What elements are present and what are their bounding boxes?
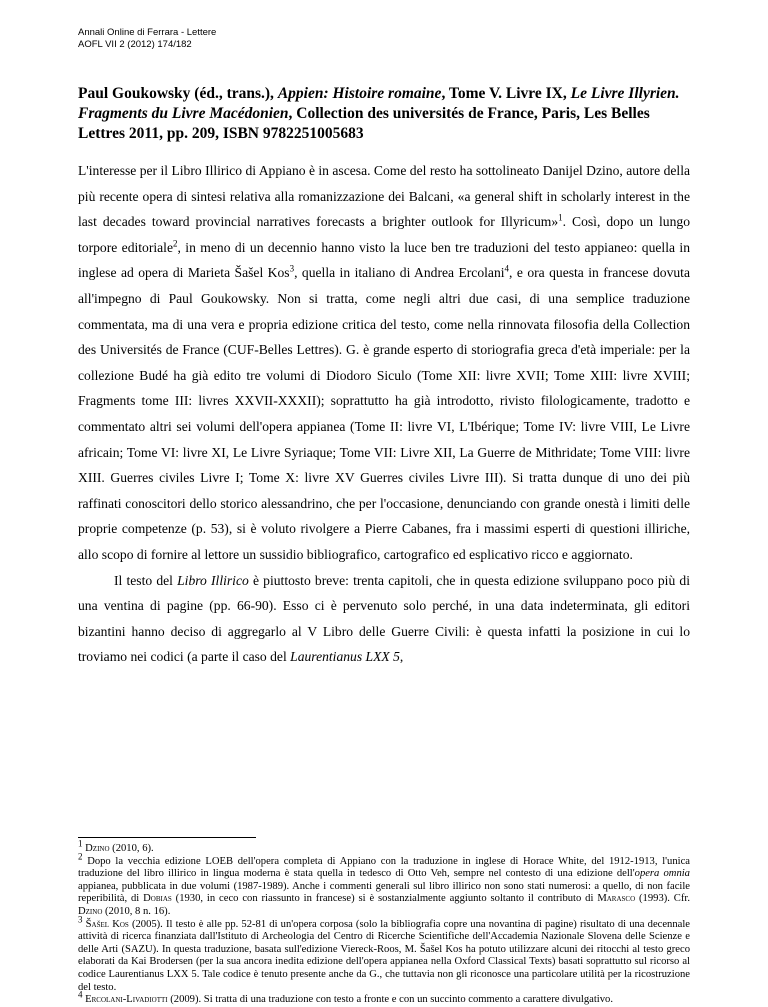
text-italic: Libro Illirico <box>177 572 249 588</box>
footnote-3 <box>78 914 690 995</box>
journal-name: Annali Online di Ferrara - Lettere <box>78 27 217 38</box>
running-header <box>78 27 216 51</box>
text-italic: Laurentianus LXX 5 <box>290 649 400 665</box>
text-run: L'interesse per il Libro Illirico di Appiano è in ascesa. Come del resto ha sottolineato Danijel Dzino, autore della più recente opera di sintesi relativa alla romanizzazione dei Balcani, «a general shift in scholarly interest in the last decades toward provincial narratives forecasts a brighter outlook for Illyricum» <box>78 163 690 230</box>
footnote-ref[interactable]: 3 <box>289 263 295 274</box>
text-run: (1993). Cfr. <box>635 893 690 905</box>
footnote-1 <box>78 838 690 856</box>
paragraph-2 <box>78 568 690 670</box>
review-title <box>78 84 690 144</box>
paragraph-1 <box>78 158 690 568</box>
footnote-ref[interactable]: 1 <box>558 212 563 223</box>
text-run: appianea, pubblicata in due volumi (1987-1989). Anche i commenti generali sul libro illirico non sono stati numerosi: a quello, di non facile reperibilità, di <box>78 880 690 905</box>
text-run: (2010, 8 n. 16). <box>102 905 171 917</box>
footnote-2 <box>78 851 690 919</box>
author-smallcaps: Šašel Kos <box>85 918 129 930</box>
author-smallcaps: Marasco <box>597 893 636 905</box>
footnote-number: 4 <box>78 989 83 1000</box>
title-part: Paul Goukowsky (éd., trans.), <box>78 85 278 102</box>
footnote-4 <box>78 989 690 1007</box>
footnote-ref[interactable]: 2 <box>173 238 178 249</box>
title-italic: Appien: Histoire romaine <box>277 85 442 102</box>
text-run: , e ora questa in francese dovuta all'impegno di Paul Goukowsky. Non si tratta, come negli altri due casi, di una semplice traduzione commentata, ma di una vera e propria edizione critica del testo, come nella rinnovata filosofia della Collection des Universités de France (CUF-Belles Lettres). G. è grande esperto di storiografia greca d'età imperiale: per la collezione Budé ha già edito tre volumi di Diodoro Siculo (Tome XII: livre XVII; Tome XIII: livre XVIII; Fragments tome III: livres XXVII-XXXII); soprattutto ha già introdotto, rivisto filologicamente, tradotto e commentato altri sei volumi dell'opera appianea (Tome II: livre VI, L'Ibérique; Tome IV: livre VIII, Le Livre africain; Tome VI: livre XI, Le Livre Syriaque; Tome VII: Livre XII, La Guerre de Mithridate; Tome VIII: livre XIII. Guerres civiles Livre I; Tome X: livre XV Guerres civiles Livre III). Si tratta dunque di uno dei più raffinati conoscitori dello storico alessandrino, che per l'occasione, denunciando con grande onestà i limiti delle proprie competenze (p. 53), si è voluto rivolgere a Pierre Cabanes, fra i massimi esperti di questioni illiriche, allo scopo di fornire al lettore un sussidio bibliografico, cartografico ed esplicativo ricco e aggiornato. <box>78 265 690 562</box>
author-smallcaps: Dzino <box>85 843 110 854</box>
text-run: , <box>399 649 404 665</box>
author-smallcaps: Dzino <box>78 905 103 917</box>
review-body <box>78 158 690 670</box>
author-smallcaps: Dobias <box>143 893 172 905</box>
text-italic: opera omnia <box>634 868 690 880</box>
text-run: . Così, dopo un lungo torpore editoriale <box>78 214 690 255</box>
footnote-number: 3 <box>78 914 83 925</box>
author-smallcaps: Ercolani-Livadiotti <box>85 994 168 1006</box>
text-run: (2005). Il testo è alle pp. 52-81 di un'opera corposa (solo la bibliografia copre una novantina di pagine) risultato di una decennale attività di ricerca finanziata dall'Istituto di Archeologia del Centro di Ricerche Scientifiche dell'Accademia Nazionale Slovena delle Scienze e delle Arti (SAZU). In questa traduzione, basata sull'edizione Viereck-Roos, M. Šašel Kos ha potuto utilizzare alcuni dei ritocchi al testo greco elaborati da Kai Brodersen (per la sua ancora inedita edizione dell'opera appianea nella Oxford Classical Texts) basati soprattutto sul ricorso al codice Laurentianus LXX 5. Tale codice è tenuto presente anche da G., che tuttavia non gli riconosce una particolare utilità per la ricostruzione del testo. <box>78 918 690 993</box>
text-run: , in meno di un decennio hanno visto la luce ben tre traduzioni del testo appianeo: quella in inglese ad opera di Marieta Šašel Kos <box>78 239 690 281</box>
title-part: , Collection des universités de France, Paris, Les Belles Lettres 2011, pp. 209, ISBN 9782251005683 <box>78 105 650 142</box>
text-run: è piuttosto breve: trenta capitoli, che in questa edizione sviluppano poco più di una ventina di pagine (pp. 66-90). Esso ci è pervenuto solo perché, in una data indeterminata, gli editori bizantini hanno deciso di aggregarlo al V Libro delle Guerre Civili: è questa infatti la posizione in cui lo troviamo nei codici (a parte il caso del <box>78 572 691 665</box>
text-run: (2009). Si tratta di una traduzione con testo a fronte e con un succinto commento a carattere divulgativo. <box>167 994 613 1006</box>
text-run: (1930, in ceco con riassunto in francese) si è sostanzialmente aggiunto soltanto il contributo di <box>171 893 598 905</box>
text-run: (2010, 6). <box>109 843 154 854</box>
text-run: Il testo del <box>114 572 178 588</box>
footnote-separator <box>78 837 256 838</box>
title-part: , Tome V. Livre IX, <box>441 85 571 102</box>
footnote-number: 1 <box>78 838 83 849</box>
title-italic: Le Livre Illyrien. Fragments du Livre Macédonien <box>78 85 680 122</box>
text-run: , quella in italiano di Andrea Ercolani <box>294 265 505 281</box>
footnote-ref[interactable]: 4 <box>504 263 510 274</box>
journal-issue: AOFL VII 2 (2012) 174/182 <box>78 39 192 50</box>
footnote-number: 2 <box>78 851 83 862</box>
footnotes <box>78 838 690 1007</box>
text-run: Dopo la vecchia edizione LOEB dell'opera completa di Appiano con la traduzione in inglese di Horace White, del 1912-1913, l'unica traduzione del libro illirico in lingua moderna è stata quella in tedesco di Otto Veh, sempre nel contesto di una edizione dell' <box>78 855 690 880</box>
